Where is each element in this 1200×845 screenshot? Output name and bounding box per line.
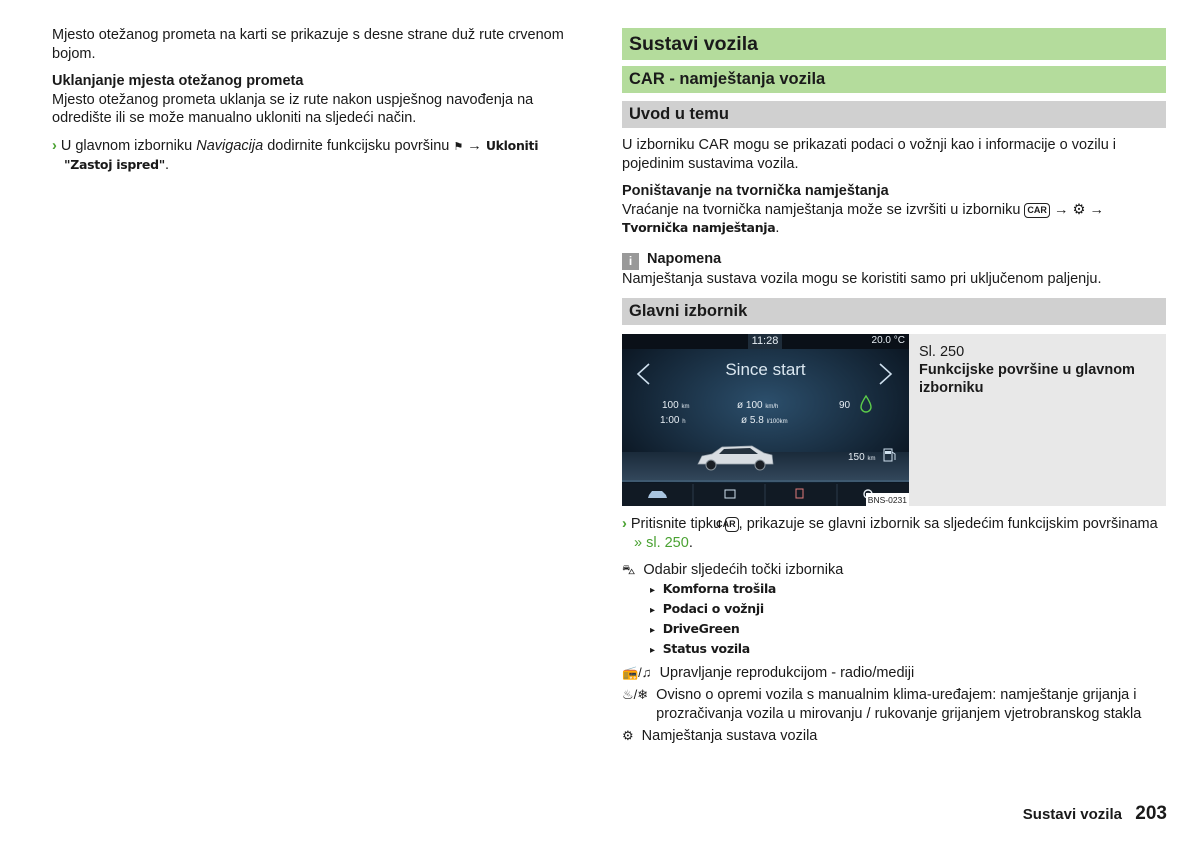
removal-paragraph: Mjesto otežanog prometa uklanja se iz rute nakon uspješnog navođenja na odredište ili se može manualno ukloniti na sljedeći način. [52, 91, 534, 126]
screen-avg-speed: ø 100 km/h [737, 400, 779, 411]
removal-step: › U glavnom izborniku Navigacija dodirnite funkcijsku površinu ⚑ → Ukloniti "Zastoj ispred". [52, 137, 539, 173]
screen-time: 11:28 [751, 335, 779, 347]
left-column [52, 26, 577, 175]
settings-icon: ⚙ [622, 728, 634, 743]
section-heading-vehicle-systems: Sustavi vozila [622, 28, 1166, 60]
figure-code: BNS-0231 [867, 495, 907, 505]
screen-duration: 1:00 h [660, 415, 686, 426]
submenu-item: ▸ Status vozila [650, 640, 1166, 660]
intro-paragraph: U izborniku CAR mogu se prikazati podaci o vožnji kao i informacije o vozilu i pojedinim sustavima vozila. [622, 137, 1117, 172]
footer-section-title: Sustavi vozila [1022, 806, 1122, 823]
figure-label: Sl. 250 [919, 344, 965, 360]
radio-media-icon: 📻/♫ [622, 664, 652, 680]
page-number: 203 [1135, 803, 1167, 824]
screen-score: 90 [839, 400, 851, 411]
screen-avg-consumption: ø 5.8 l/100km [741, 415, 788, 426]
traffic-map-paragraph: Mjesto otežanog prometa na karti se prikazuje s desne strane duž rute crvenom bojom. [52, 27, 564, 62]
submenu-item: ▸ DriveGreen [650, 620, 1166, 640]
media-menu-item: 📻/♫ Upravljanje reprodukcijom - radio/mediji [622, 664, 915, 681]
navigation-menu-name: Navigacija [196, 137, 264, 154]
note-paragraph: Namještanja sustava vozila mogu se koristiti samo pri uključenom paljenju. [622, 270, 1102, 287]
step-chevron-icon: › [622, 516, 627, 532]
figure-title: Funkcijske površine u glavnom izborniku [919, 362, 1135, 396]
car-submenu-list [622, 580, 1166, 660]
subsection-heading-car-settings: CAR - namještanja vozila [622, 66, 1166, 93]
topic-heading-intro: Uvod u temu [622, 101, 1166, 128]
step-chevron-icon: › [52, 137, 57, 154]
screen-distance: 100 km [662, 400, 690, 411]
factory-reset-action: Tvornička namještanja [622, 220, 776, 235]
car-key-icon: CAR [725, 517, 739, 532]
car-menu-item: ⛍ Odabir sljedećih točki izbornika [622, 562, 844, 578]
info-icon: i [622, 253, 639, 270]
factory-reset-paragraph: Vraćanje na tvornička namještanja može se izvršiti u izborniku CAR → ⚙ → Tvornička namještanja. [622, 201, 1105, 236]
factory-reset-heading: Poništavanje na tvornička namještanja [622, 183, 889, 199]
screen-temperature: 20.0 °C [871, 335, 905, 346]
screen-title: Since start [725, 360, 806, 379]
settings-menu-item: ⚙ Namještanja sustava vozila [622, 728, 818, 744]
screen-range: 150 km [848, 452, 876, 463]
submenu-item: ▸ Podaci o vožnji [650, 600, 1166, 620]
topic-heading-main-menu: Glavni izbornik [622, 298, 1166, 325]
heating-ventilation-icon: ♨/❄ [622, 687, 649, 702]
car-key-icon: CAR [1024, 203, 1050, 218]
flag-icon: ⚑ [453, 140, 464, 153]
removal-heading: Uklanjanje mjesta otežanog prometa [52, 73, 304, 89]
submenu-item: ▸ Komforna trošila [650, 580, 1166, 600]
climate-menu-item: ♨/❄ Ovisno o opremi vozila s manualnim klima-uređajem: namještanje grijanja i prozračivanja vozila u mirovanju / rukovanje grijanjem vjetrobranskog stakla [622, 687, 1142, 722]
figure-caption [909, 334, 1166, 506]
right-column [622, 28, 1166, 746]
figure-reference-link[interactable]: » sl. 250 [634, 534, 689, 551]
remove-traffic-action: Ukloniti "Zastoj ispred" [64, 137, 539, 172]
car-icon: ⛍ [622, 562, 636, 577]
figure-250 [622, 334, 1166, 506]
infotainment-screen-image [622, 334, 909, 506]
note-heading: i Napomena [622, 250, 1166, 270]
gear-icon: ⚙ [1072, 201, 1086, 218]
press-car-step: › Pritisnite tipku CAR , prikazuje se glavni izbornik sa sljedećim funkcijskim površinama » sl. 250. [622, 516, 1158, 551]
